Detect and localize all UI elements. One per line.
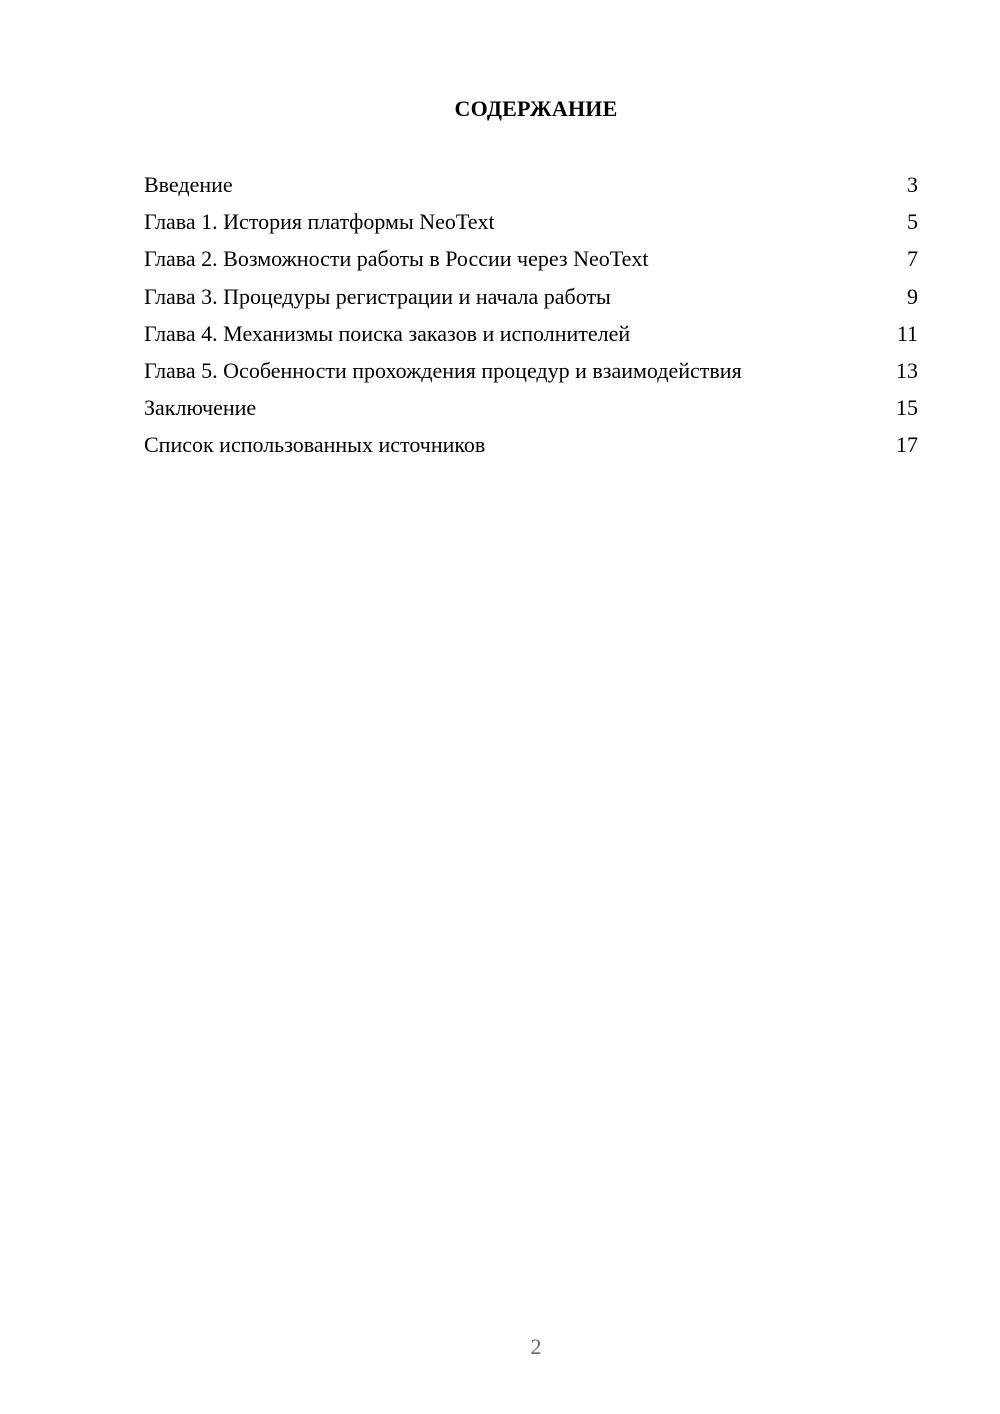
page-number: 2	[530, 1334, 542, 1359]
toc-item-introduction	[144, 170, 918, 207]
toc-item-label: Глава 1. История платформы NeoText	[144, 209, 495, 235]
toc-item-label: Глава 5. Особенности прохождения процедур и взаимодействия	[144, 357, 742, 383]
toc-item-page: 11	[896, 320, 918, 346]
toc-item-label: Глава 2. Возможности работы в России через NeoText	[144, 246, 649, 272]
toc-item-conclusion	[144, 393, 918, 430]
toc-item-page: 3	[907, 172, 918, 197]
toc-item-references	[144, 430, 918, 467]
toc-item-chapter-5	[144, 356, 918, 393]
toc-item-chapter-1	[144, 207, 918, 244]
toc-item-page: 7	[907, 246, 918, 272]
toc-item-page: 13	[896, 357, 918, 383]
toc-item-label: Заключение	[144, 395, 257, 421]
toc-item-chapter-3	[144, 282, 918, 319]
table-of-contents	[144, 170, 918, 468]
toc-item-label: Глава 4. Механизмы поиска заказов и исполнителей	[144, 320, 631, 346]
toc-item-chapter-4	[144, 319, 918, 356]
toc-item-page: 9	[907, 283, 918, 309]
toc-item-chapter-2	[144, 244, 918, 281]
toc-item-label: Глава 3. Процедуры регистрации и начала работы	[144, 283, 611, 309]
toc-item-page: 15	[896, 395, 918, 421]
page-title: СОДЕРЖАНИЕ	[454, 96, 618, 121]
toc-item-label: Список использованных источников	[144, 432, 486, 458]
toc-item-label: Введение	[144, 172, 233, 197]
toc-item-page: 17	[896, 432, 918, 458]
toc-item-page: 5	[907, 209, 918, 235]
